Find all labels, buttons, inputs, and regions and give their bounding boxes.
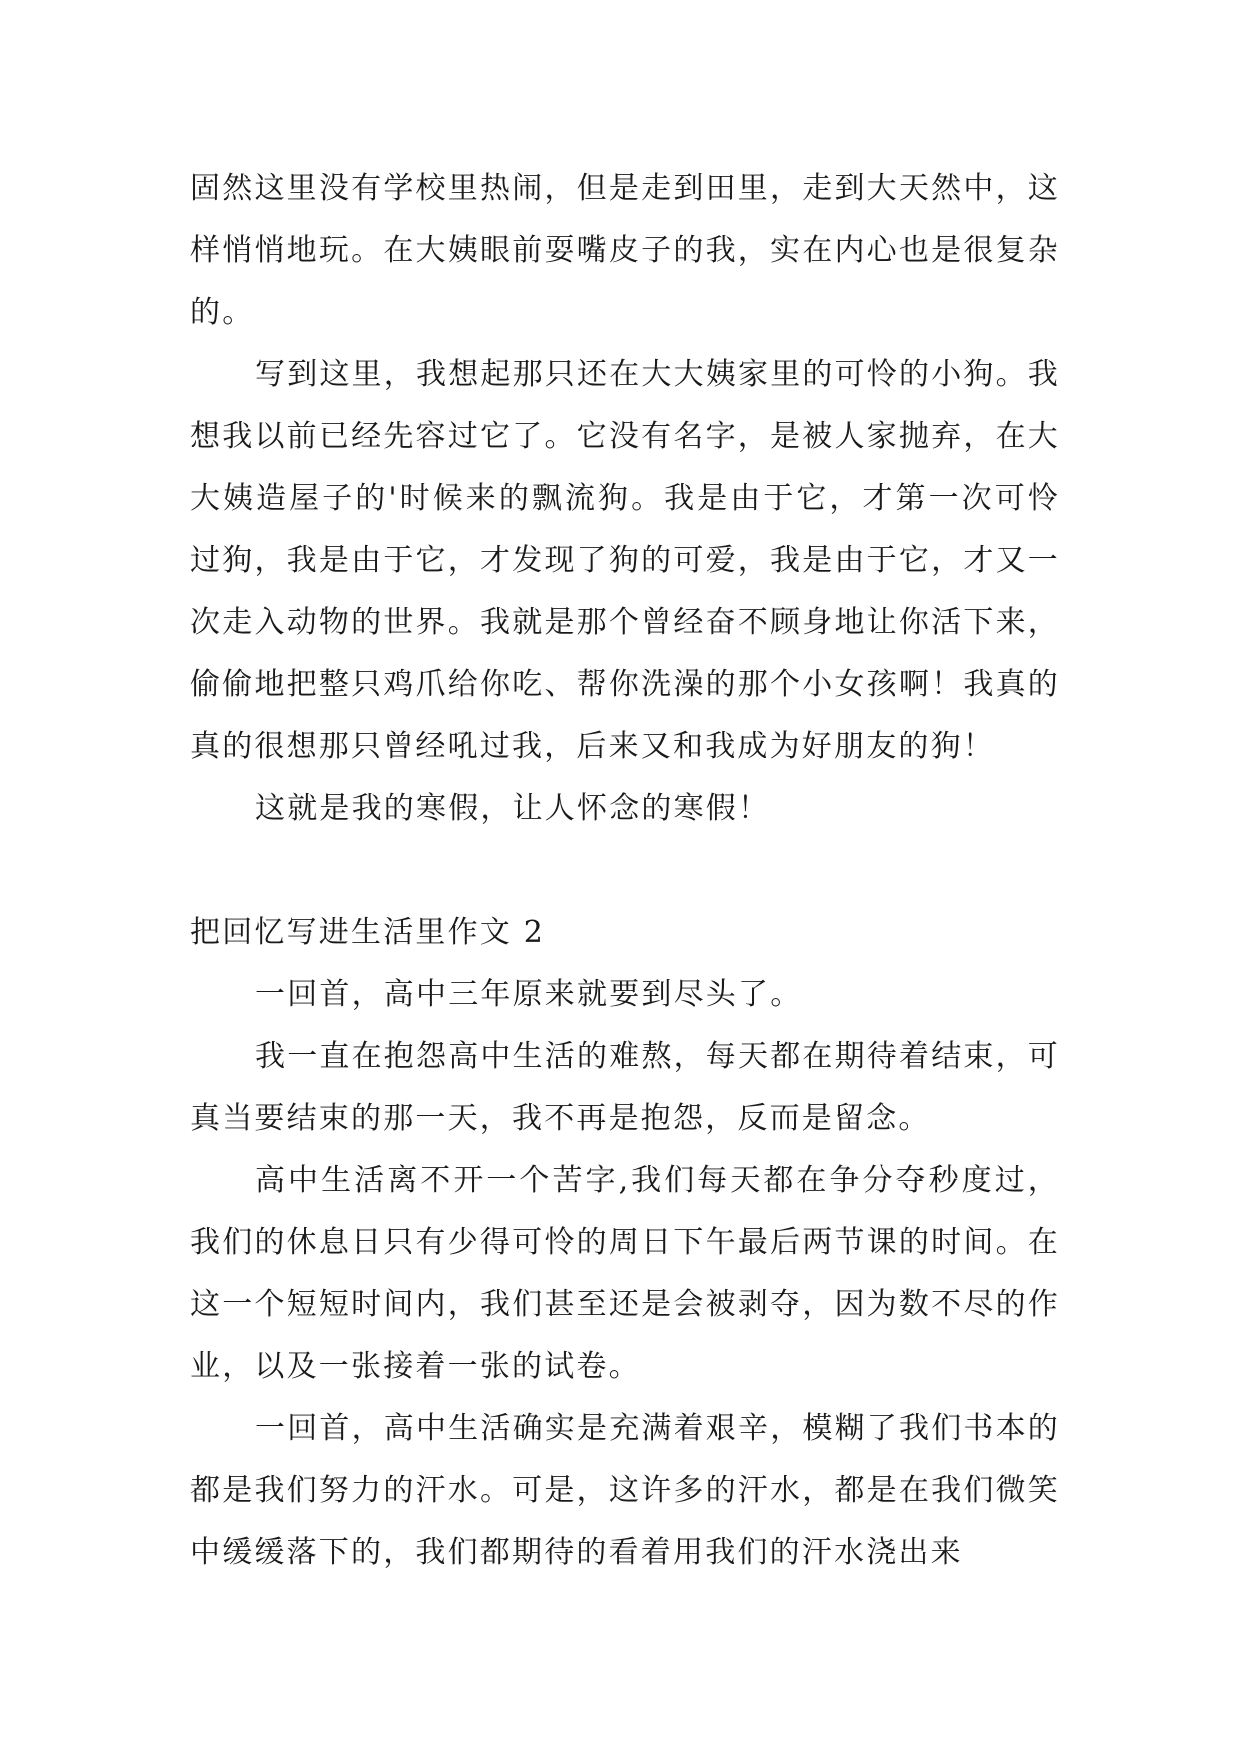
- paragraph-2: 写到这里，我想起那只还在大大姨家里的可怜的小狗。我想我以前已经先容过它了。它没有名字，是被人家抛弃，在大大姨造屋子的'时候来的飘流狗。我是由于它，才第一次可怜过狗，我是由于它，才发现了狗的可爱，我是由于它，才又一次走入动物的世界。我就是那个曾经奋不顾身地让你活下来，偷偷地把整只鸡爪给你吃、帮你洗澡的那个小女孩啊！我真的真的很想那只曾经吼过我，后来又和我成为好朋友的狗！: [190, 357, 1060, 764]
- paragraph-4: 一回首，高中三年原来就要到尽头了。: [255, 977, 803, 1012]
- document-body: [190, 158, 1060, 1584]
- paragraph-6: 高中生活离不开一个苦字,我们每天都在争分夺秒度过，我们的休息日只有少得可怜的周日下午最后两节课的时间。在这一个短短时间内，我们甚至还是会被剥夺，因为数不尽的作业，以及一张接着一张的试卷。: [190, 1163, 1060, 1384]
- section-title: 把回忆写进生活里作文 2: [190, 915, 546, 950]
- paragraph-7: 一回首，高中生活确实是充满着艰辛，模糊了我们书本的都是我们努力的汗水。可是，这许多的汗水，都是在我们微笑中缓缓落下的，我们都期待的看着用我们的汗水浇出来: [190, 1411, 1060, 1570]
- paragraph-5: 我一直在抱怨高中生活的难熬，每天都在期待着结束，可真当要结束的那一天，我不再是抱怨，反而是留念。: [190, 1039, 1060, 1136]
- paragraph-1: 固然这里没有学校里热闹，但是走到田里，走到大天然中，这样悄悄地玩。在大姨眼前耍嘴皮子的我，实在内心也是很复杂的。: [190, 171, 1060, 330]
- paragraph-3: 这就是我的寒假，让人怀念的寒假！: [255, 791, 771, 826]
